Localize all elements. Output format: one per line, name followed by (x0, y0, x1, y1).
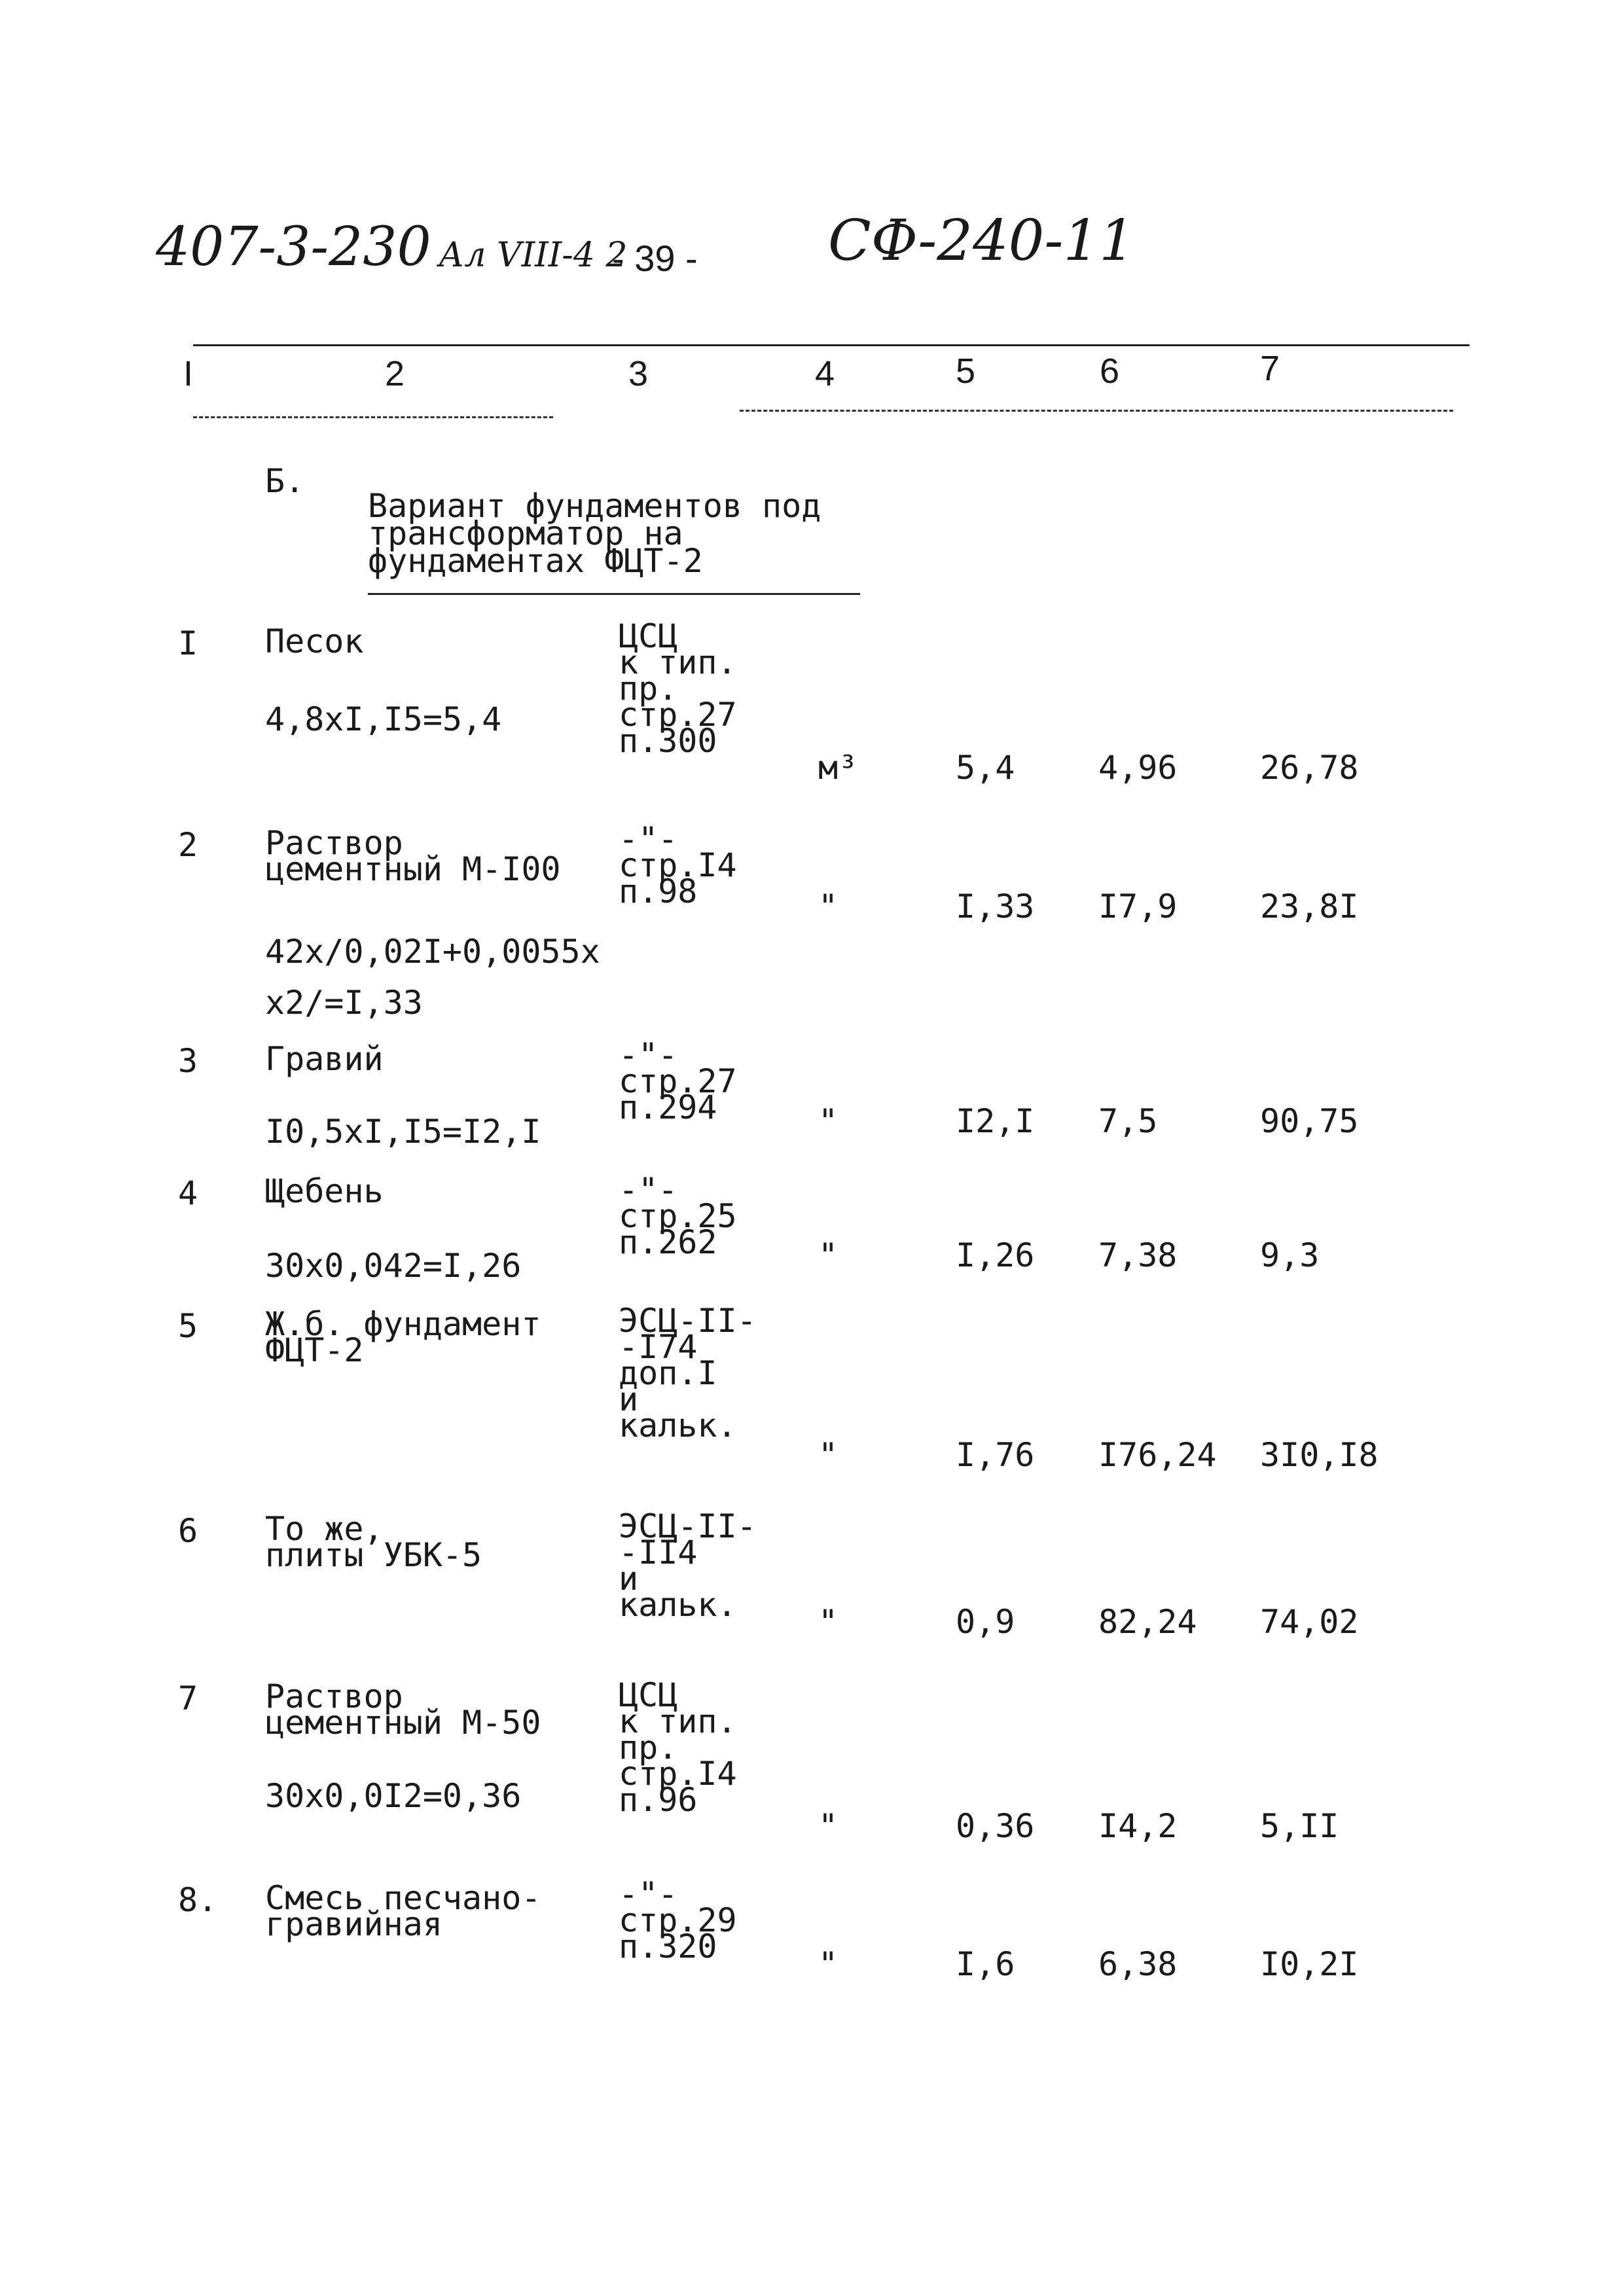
row-quantity: I,76 (956, 1436, 1035, 1474)
section-title: Вариант фундаментов под трансформатор на фундаментах ФЦТ-2 (368, 487, 821, 580)
row-source: -"- стр.I4 п.98 (619, 820, 737, 910)
row-total: 5,II (1260, 1807, 1339, 1845)
row-quantity: I,26 (956, 1236, 1035, 1274)
row-total: 26,78 (1260, 749, 1359, 787)
row-name: Смесь песчано- гравийная (265, 1879, 541, 1943)
row-source: ЭСЦ-II- -I74 доп.I и кальк. (619, 1302, 757, 1444)
column-header-1: I (183, 354, 194, 393)
row-quantity: I,33 (956, 888, 1035, 925)
row-unit: " (818, 1945, 839, 1983)
row-calculation: 42х/0,02I+0,0055х х2/=I,33 (265, 933, 600, 1022)
row-unit: " (818, 888, 839, 925)
row-total: 23,8I (1260, 888, 1359, 925)
row-number: 4 (178, 1174, 198, 1212)
row-name: Ж.б. фундамент ФЦТ-2 (265, 1305, 541, 1369)
column-header-4: 4 (815, 354, 835, 393)
row-calculation: 30х0,042=I,26 (265, 1247, 522, 1285)
column-header-3: 3 (628, 354, 649, 393)
section-title-underline (368, 593, 860, 595)
row-total: 3I0,I8 (1260, 1436, 1379, 1474)
document-code: 407-3-230 (156, 216, 431, 278)
row-source: ЦСЦ к тип. пр. стр.I4 п.96 (619, 1676, 737, 1819)
row-number: I (178, 624, 198, 662)
row-name: Щебень (265, 1172, 384, 1210)
row-source: -"- стр.27 п.294 (619, 1036, 737, 1126)
row-name: То же, плиты УБК-5 (265, 1510, 482, 1574)
row-unit-price: I76,24 (1098, 1436, 1217, 1474)
row-unit-price: I4,2 (1098, 1807, 1178, 1845)
column-header-7: 7 (1260, 349, 1280, 388)
row-total: 90,75 (1260, 1102, 1359, 1140)
column-header-6: 6 (1100, 351, 1120, 391)
column-header-2: 2 (385, 354, 405, 393)
header-top-rule (193, 344, 1470, 346)
row-unit-price: 7,38 (1098, 1236, 1178, 1274)
column-header-5: 5 (956, 351, 976, 391)
row-source: ЦСЦ к тип. пр. стр.27 п.300 (619, 617, 737, 760)
row-calculation: I0,5хI,I5=I2,I (265, 1113, 541, 1151)
section-code: СФ-240-11 (828, 208, 1135, 274)
row-total: 74,02 (1260, 1603, 1359, 1641)
row-source: -"- стр.29 п.320 (619, 1875, 737, 1965)
row-total: I0,2I (1260, 1945, 1359, 1983)
row-name: Раствор цементный М-I00 (265, 824, 561, 888)
page-number: - 39 - (612, 238, 698, 279)
row-unit-price: 6,38 (1098, 1945, 1178, 1983)
row-unit-price: 7,5 (1098, 1102, 1158, 1140)
row-unit: " (818, 1236, 839, 1274)
section-letter: Б. (265, 462, 305, 500)
row-unit: м³ (818, 749, 858, 787)
row-quantity: 0,9 (956, 1603, 1015, 1641)
row-number: 7 (178, 1679, 198, 1717)
row-unit: " (818, 1603, 839, 1641)
row-total: 9,3 (1260, 1236, 1320, 1274)
row-unit-price: 82,24 (1098, 1603, 1197, 1641)
row-quantity: 0,36 (956, 1807, 1035, 1845)
row-source: -"- стр.25 п.262 (619, 1171, 737, 1261)
row-number: 5 (178, 1307, 198, 1345)
row-unit-price: 4,96 (1098, 749, 1178, 787)
row-quantity: 5,4 (956, 749, 1015, 787)
row-quantity: I,6 (956, 1945, 1015, 1983)
row-number: 8. (178, 1881, 218, 1919)
row-unit: " (818, 1807, 839, 1845)
row-number: 3 (178, 1042, 198, 1080)
row-unit-price: I7,9 (1098, 888, 1178, 925)
album-number: Ал VIII-4 2 (439, 236, 628, 275)
row-source: ЭСЦ-II- -II4 и кальк. (619, 1507, 757, 1624)
row-number: 6 (178, 1512, 198, 1550)
row-calculation: 30х0,0I2=0,36 (265, 1777, 522, 1815)
header-bottom-rule-right (740, 410, 1453, 412)
row-name: Гравий (265, 1040, 384, 1078)
row-quantity: I2,I (956, 1102, 1035, 1140)
row-name: Раствор цементный М-50 (265, 1677, 541, 1742)
row-unit: " (818, 1436, 839, 1474)
header-bottom-rule-left (193, 416, 553, 418)
row-unit: " (818, 1102, 839, 1140)
row-name: Песок (265, 622, 364, 660)
row-calculation: 4,8хI,I5=5,4 (265, 700, 502, 738)
row-number: 2 (178, 826, 198, 864)
